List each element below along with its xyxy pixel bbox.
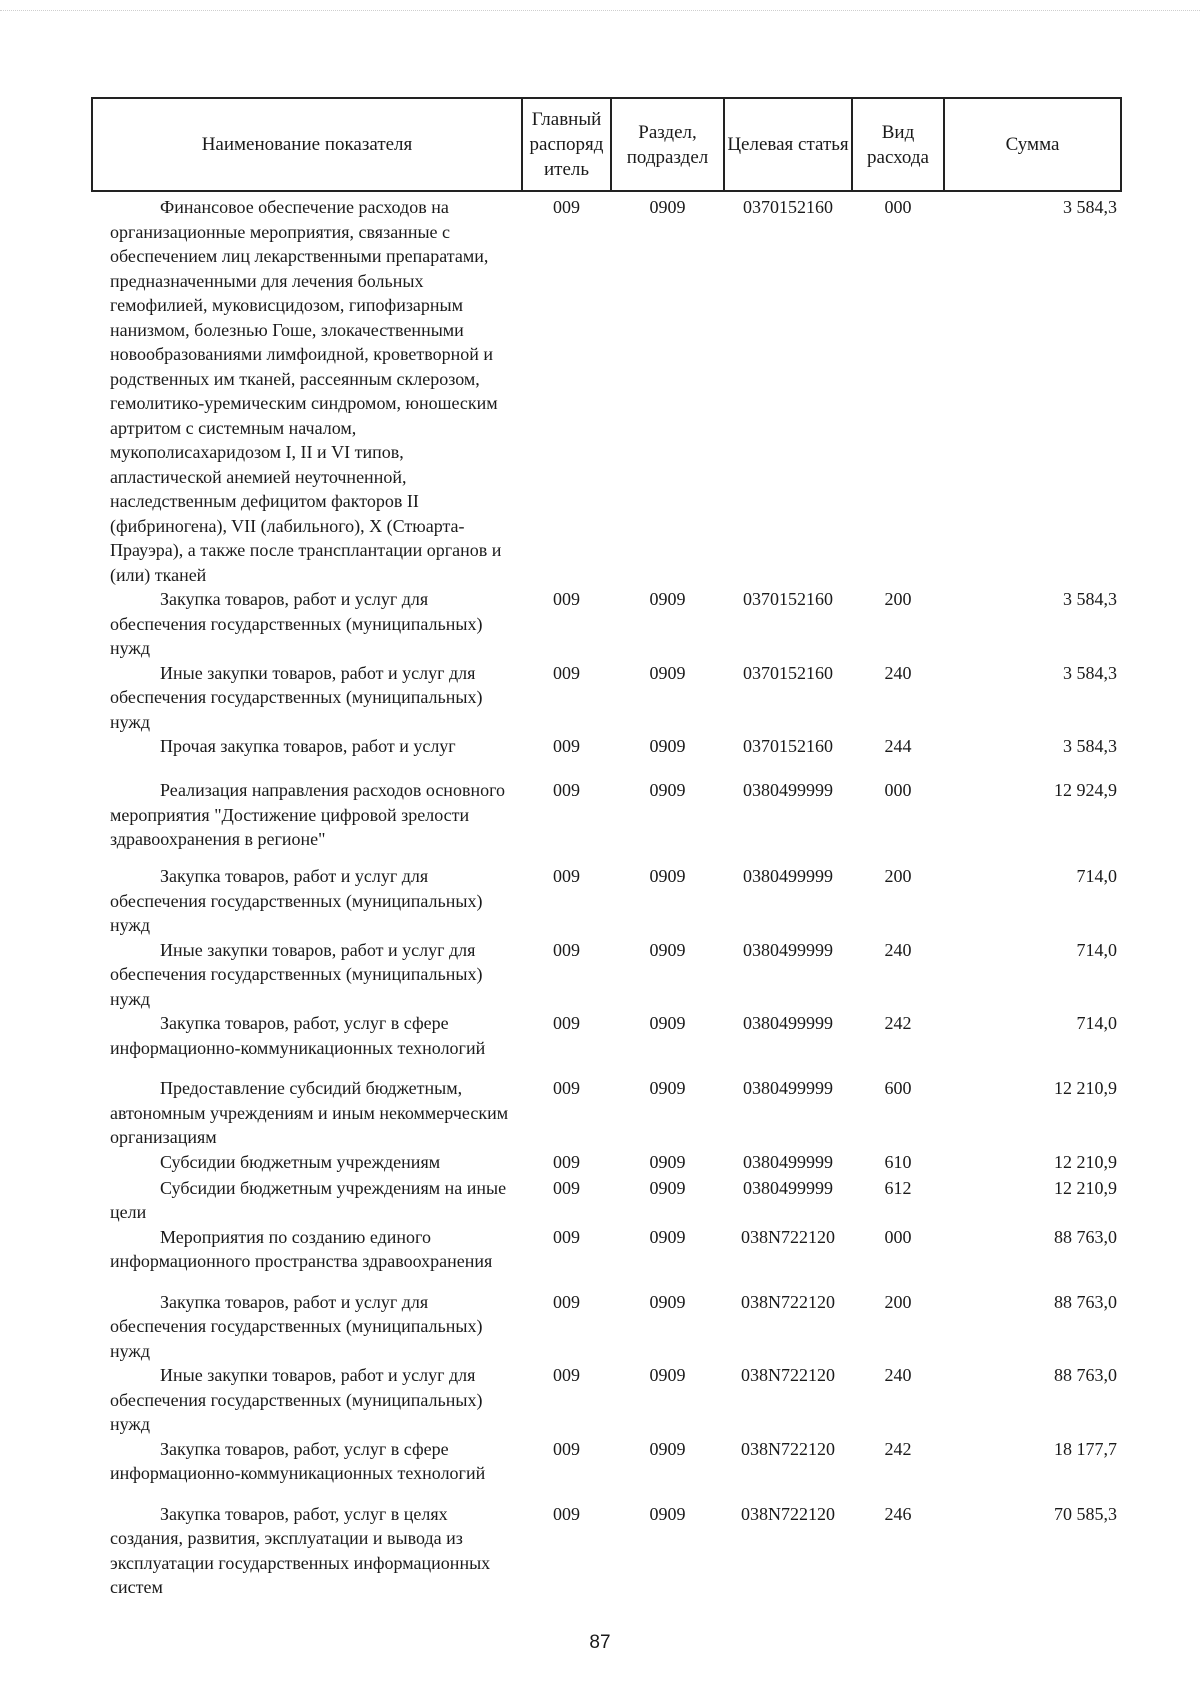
budget-table	[91, 97, 1122, 1600]
table-header-row	[92, 98, 1121, 191]
header-glavny: Главный распоряд итель	[522, 98, 611, 191]
row-name: Прочая закупка товаров, работ и услуг	[160, 736, 456, 756]
row-razdel: 0909	[649, 780, 686, 800]
row-razdel: 0909	[649, 1438, 686, 1459]
row-name: Закупка товаров, работ и услуг для обеспечения государственных (муниципальных) нужд	[110, 589, 483, 658]
row-summa: 714,0	[1076, 1013, 1117, 1033]
row-vid: 000	[884, 197, 912, 217]
row-celevaya: 0370152160	[743, 736, 833, 756]
row-glavny: 009	[553, 939, 580, 960]
row-vid: 610	[884, 1151, 912, 1172]
row-razdel: 0909	[649, 197, 686, 217]
row-razdel: 0909	[649, 1151, 686, 1172]
table-row	[92, 1150, 1121, 1176]
row-glavny: 009	[553, 1013, 580, 1033]
row-name: Субсидии бюджетным учреждениям на иные цели	[110, 1177, 507, 1222]
row-glavny: 009	[553, 197, 580, 217]
row-celevaya: 0370152160	[743, 662, 833, 683]
row-name: Закупка товаров, работ и услуг для обеспечения государственных (муниципальных) нужд	[110, 866, 483, 935]
table-row	[92, 938, 1121, 1012]
table-row	[92, 1502, 1121, 1600]
row-razdel: 0909	[649, 1078, 686, 1098]
row-razdel: 0909	[649, 866, 686, 886]
header-vid: Вид расхода	[852, 98, 944, 191]
row-glavny: 009	[553, 589, 580, 609]
row-summa: 3 584,3	[1063, 662, 1117, 683]
row-name: Закупка товаров, работ и услуг для обеспечения государственных (муниципальных) нужд	[110, 1291, 483, 1361]
row-celevaya: 038N722120	[741, 1365, 835, 1385]
row-celevaya: 038N722120	[741, 1503, 835, 1524]
table-row	[92, 1011, 1121, 1076]
header-summa: Сумма	[944, 98, 1121, 191]
table-row	[92, 191, 1121, 587]
row-summa: 12 210,9	[1054, 1177, 1117, 1198]
table-row	[92, 587, 1121, 661]
row-razdel: 0909	[649, 1291, 686, 1312]
row-vid: 240	[884, 662, 912, 683]
row-vid: 200	[884, 1291, 912, 1312]
table-row	[92, 778, 1121, 864]
row-glavny: 009	[553, 866, 580, 886]
header-celevaya: Целевая статья	[724, 98, 852, 191]
header-razdel: Раздел, подраздел	[611, 98, 724, 191]
row-celevaya: 0380499999	[743, 866, 833, 886]
row-glavny: 009	[553, 1177, 580, 1198]
row-name: Закупка товаров, работ, услуг в целях создания, развития, эксплуатации и вывода из эксплуатации государственных информационных систем	[110, 1503, 491, 1597]
row-vid: 246	[884, 1503, 912, 1524]
row-summa: 88 763,0	[1054, 1291, 1117, 1312]
row-celevaya: 0370152160	[743, 197, 833, 217]
row-vid: 240	[884, 1365, 912, 1385]
row-summa: 12 924,9	[1054, 780, 1117, 800]
row-summa: 714,0	[1076, 939, 1117, 960]
row-glavny: 009	[553, 1365, 580, 1385]
row-vid: 612	[884, 1177, 912, 1198]
row-razdel: 0909	[649, 589, 686, 609]
row-razdel: 0909	[649, 939, 686, 960]
row-summa: 18 177,7	[1054, 1438, 1117, 1459]
row-vid: 242	[884, 1438, 912, 1459]
row-name: Мероприятия по созданию единого информационного пространства здравоохранения	[110, 1226, 493, 1271]
row-summa: 3 584,3	[1063, 736, 1117, 756]
row-razdel: 0909	[649, 662, 686, 683]
table-row	[92, 1437, 1121, 1502]
row-vid: 200	[884, 866, 912, 886]
row-celevaya: 038N722120	[741, 1291, 835, 1312]
scan-top-edge	[0, 10, 1200, 11]
row-summa: 3 584,3	[1063, 589, 1117, 609]
row-name: Иные закупки товаров, работ и услуг для обеспечения государственных (муниципальных) нужд	[110, 939, 483, 1009]
row-razdel: 0909	[649, 736, 686, 756]
row-glavny: 009	[553, 662, 580, 683]
row-name: Иные закупки товаров, работ и услуг для обеспечения государственных (муниципальных) нужд	[110, 662, 483, 732]
row-celevaya: 0380499999	[743, 1013, 833, 1033]
row-vid: 240	[884, 939, 912, 960]
row-celevaya: 0380499999	[743, 1177, 833, 1198]
row-celevaya: 038N722120	[741, 1438, 835, 1459]
row-celevaya: 038N722120	[741, 1226, 835, 1247]
row-name: Финансовое обеспечение расходов на организационные мероприятия, связанные с обеспечением лиц лекарственными препаратами, предназначенными для лечения больных гемофилией, муковисцидозом, гипофизарным нанизмом, болезнью Гоше, злокачественными новообразованиями лимфоидной, кроветворной и родственных им тканей, рассеянным склерозом, гемолитико-уремическим синдромом, юношеским артритом с системным началом, мукополисахаридозом I, II и VI типов, апластической анемией неуточненной, наследственным дефицитом факторов II (фибриногена), VII (лабильного), X (Стюарта-Прауэра), а также после трансплантации органов и (или) тканей	[110, 197, 502, 585]
row-vid: 200	[884, 589, 912, 609]
row-summa: 12 210,9	[1054, 1078, 1117, 1098]
row-name: Иные закупки товаров, работ и услуг для обеспечения государственных (муниципальных) нужд	[110, 1365, 483, 1434]
row-celevaya: 0380499999	[743, 939, 833, 960]
row-vid: 600	[884, 1078, 912, 1098]
row-glavny: 009	[553, 1503, 580, 1524]
row-summa: 12 210,9	[1054, 1151, 1117, 1172]
row-vid: 244	[884, 736, 912, 756]
row-razdel: 0909	[649, 1503, 686, 1524]
row-razdel: 0909	[649, 1226, 686, 1247]
row-vid: 242	[884, 1013, 912, 1033]
table-row	[92, 1176, 1121, 1225]
table-row	[92, 1290, 1121, 1364]
row-name: Закупка товаров, работ, услуг в сфере информационно-коммуникационных технологий	[110, 1013, 486, 1058]
row-glavny: 009	[553, 1078, 580, 1098]
row-name: Предоставление субсидий бюджетным, автономным учреждениям и иным некоммерческим организациям	[110, 1078, 509, 1147]
row-summa: 3 584,3	[1063, 197, 1117, 217]
table-row	[92, 661, 1121, 735]
row-summa: 714,0	[1076, 866, 1117, 886]
row-razdel: 0909	[649, 1365, 686, 1385]
table-row	[92, 734, 1121, 778]
page-number: 87	[589, 1632, 611, 1653]
row-glavny: 009	[553, 1151, 580, 1172]
header-name: Наименование показателя	[92, 98, 522, 191]
row-glavny: 009	[553, 1291, 580, 1312]
table-row	[92, 864, 1121, 938]
row-razdel: 0909	[649, 1013, 686, 1033]
row-vid: 000	[884, 1226, 912, 1247]
row-celevaya: 0380499999	[743, 1151, 833, 1172]
row-glavny: 009	[553, 736, 580, 756]
budget-table-container	[91, 97, 1120, 1600]
table-row	[92, 1363, 1121, 1437]
row-summa: 88 763,0	[1054, 1365, 1117, 1385]
row-summa: 70 585,3	[1054, 1503, 1117, 1524]
row-glavny: 009	[553, 1226, 580, 1247]
row-celevaya: 0370152160	[743, 589, 833, 609]
row-celevaya: 0380499999	[743, 780, 833, 800]
row-celevaya: 0380499999	[743, 1078, 833, 1098]
row-summa: 88 763,0	[1054, 1226, 1117, 1247]
row-name: Субсидии бюджетным учреждениям	[160, 1151, 441, 1172]
row-name: Закупка товаров, работ, услуг в сфере информационно-коммуникационных технологий	[110, 1438, 486, 1483]
table-row	[92, 1225, 1121, 1290]
row-vid: 000	[884, 780, 912, 800]
row-glavny: 009	[553, 1438, 580, 1459]
table-row	[92, 1076, 1121, 1150]
row-razdel: 0909	[649, 1177, 686, 1198]
row-glavny: 009	[553, 780, 580, 800]
row-name: Реализация направления расходов основного мероприятия "Достижение цифровой зрелости здравоохранения в регионе"	[110, 780, 506, 849]
